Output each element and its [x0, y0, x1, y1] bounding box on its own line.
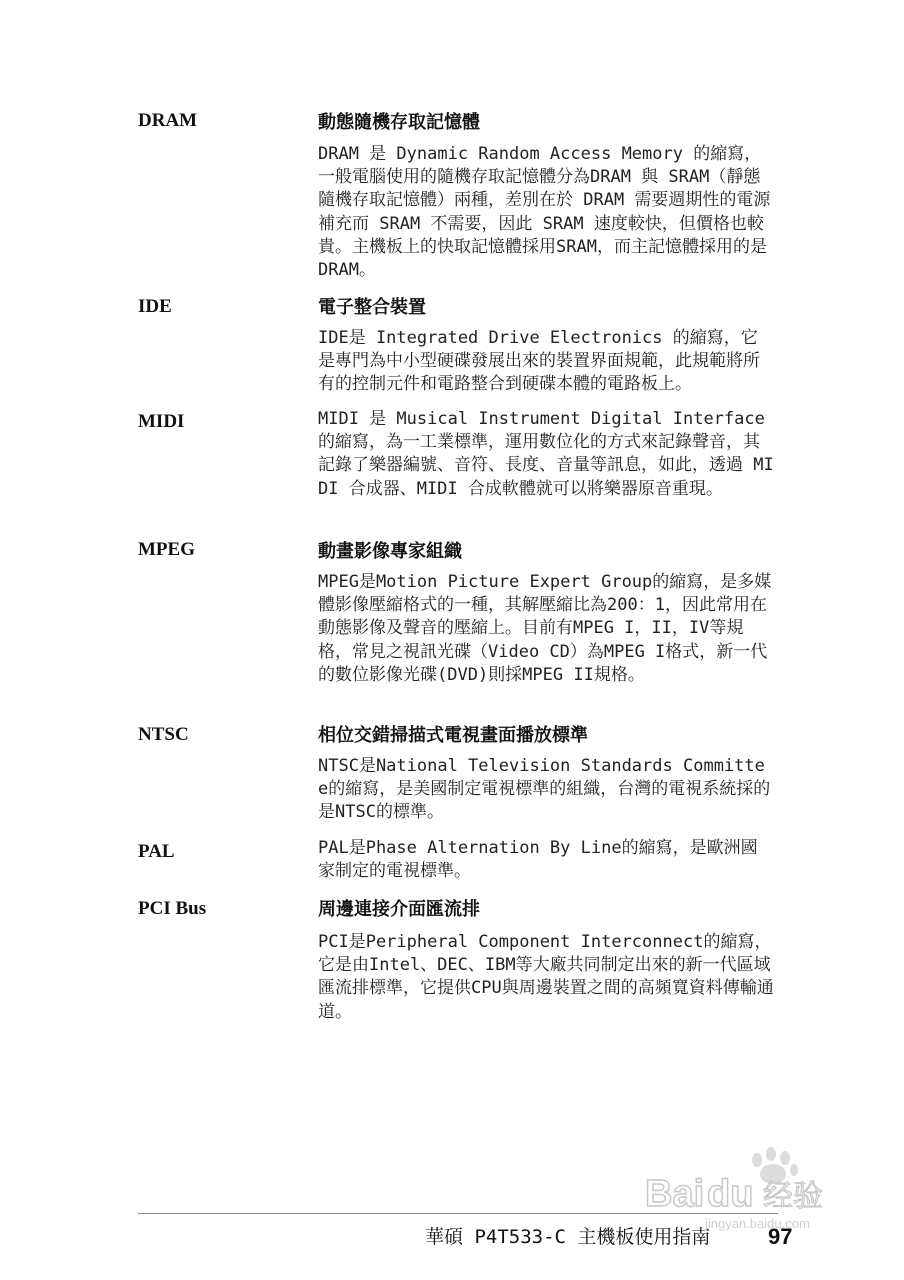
term-mpeg: MPEG [138, 539, 195, 560]
heading-dram: 動態隨機存取記憶體 [318, 112, 480, 133]
term-pal: PAL [138, 841, 175, 862]
heading-ntsc: 相位交錯掃描式電視畫面播放標準 [318, 725, 588, 746]
body-dram: DRAM 是 Dynamic Random Access Memory 的縮寫，一般電腦使用的隨機存取記憶體分為DRAM 與 SRAM（靜態隨機存取記憶體）兩種，差別在於 DRAM 需要週期性的電源補充而 SRAM 不需要，因此 SRAM 速度較快，但價格也較貴。主機板上的快取記憶體採用SRAM，而主記憶體採用的是 DRAM。 [318, 144, 771, 281]
body-pal: PAL是Phase Alternation By Line的縮寫，是歐洲國家制定的電視標準。 [318, 838, 758, 882]
svg-text:jingyan.baidu.com: jingyan.baidu.com [705, 1216, 810, 1231]
body-midi: MIDI 是 Musical Instrument Digital Interface 的縮寫，為一工業標準，運用數位化的方式來記錄聲音，其記錄了樂器編號、音符、長度、音量等訊息，如此，透過 MIDI 合成器、MIDI 合成軟體就可以將樂器原音重現。 [318, 409, 774, 499]
term-ntsc: NTSC [138, 724, 189, 745]
body-ntsc: NTSC是National Television Standards Committee的縮寫，是美國制定電視標準的組織，台灣的電視系統採的是NTSC的標準。 [318, 756, 771, 823]
body-mpeg: MPEG是Motion Picture Expert Group的縮寫，是多媒體影像壓縮格式的一種，其解壓縮比為200：1，因此常用在動態影像及聲音的壓縮上。目前有MPEG I，II，IV等規格，常見之視訊光碟（Video CD）為MPEG I格式，新一代的數位影像光碟(DVD)則採MPEG II規格。 [318, 572, 772, 685]
svg-text:经验: 经验 [763, 1179, 823, 1214]
term-dram: DRAM [138, 110, 198, 131]
term-midi: MIDI [138, 411, 185, 432]
term-pci-bus: PCI Bus [138, 898, 207, 919]
page-number: 97 [768, 1224, 793, 1249]
svg-text:du: du [707, 1173, 754, 1215]
heading-pci-bus: 周邊連接介面匯流排 [318, 899, 480, 920]
heading-mpeg: 動畫影像專家組織 [318, 541, 462, 562]
term-ide: IDE [138, 296, 172, 317]
svg-text:Bai: Bai [645, 1173, 705, 1215]
baidu-jingyan-watermark-logo [645, 1142, 855, 1232]
footer-title: 華碩 P4T533-C 主機板使用指南 [425, 1226, 711, 1248]
body-ide: IDE是 Integrated Drive Electronics 的縮寫，它是專門為中小型硬碟發展出來的裝置界面規範，此規範將所有的控制元件和電路整合到硬碟本體的電路板上。 [318, 328, 760, 395]
heading-ide: 電子整合裝置 [318, 297, 426, 318]
body-pci-bus: PCI是Peripheral Component Interconnect的縮寫，它是由Intel、DEC、IBM等大廠共同制定出來的新一代區域匯流排標準，它提供CPU與周邊裝置之間的高頻寬資料傳輸通道。 [318, 932, 774, 1022]
